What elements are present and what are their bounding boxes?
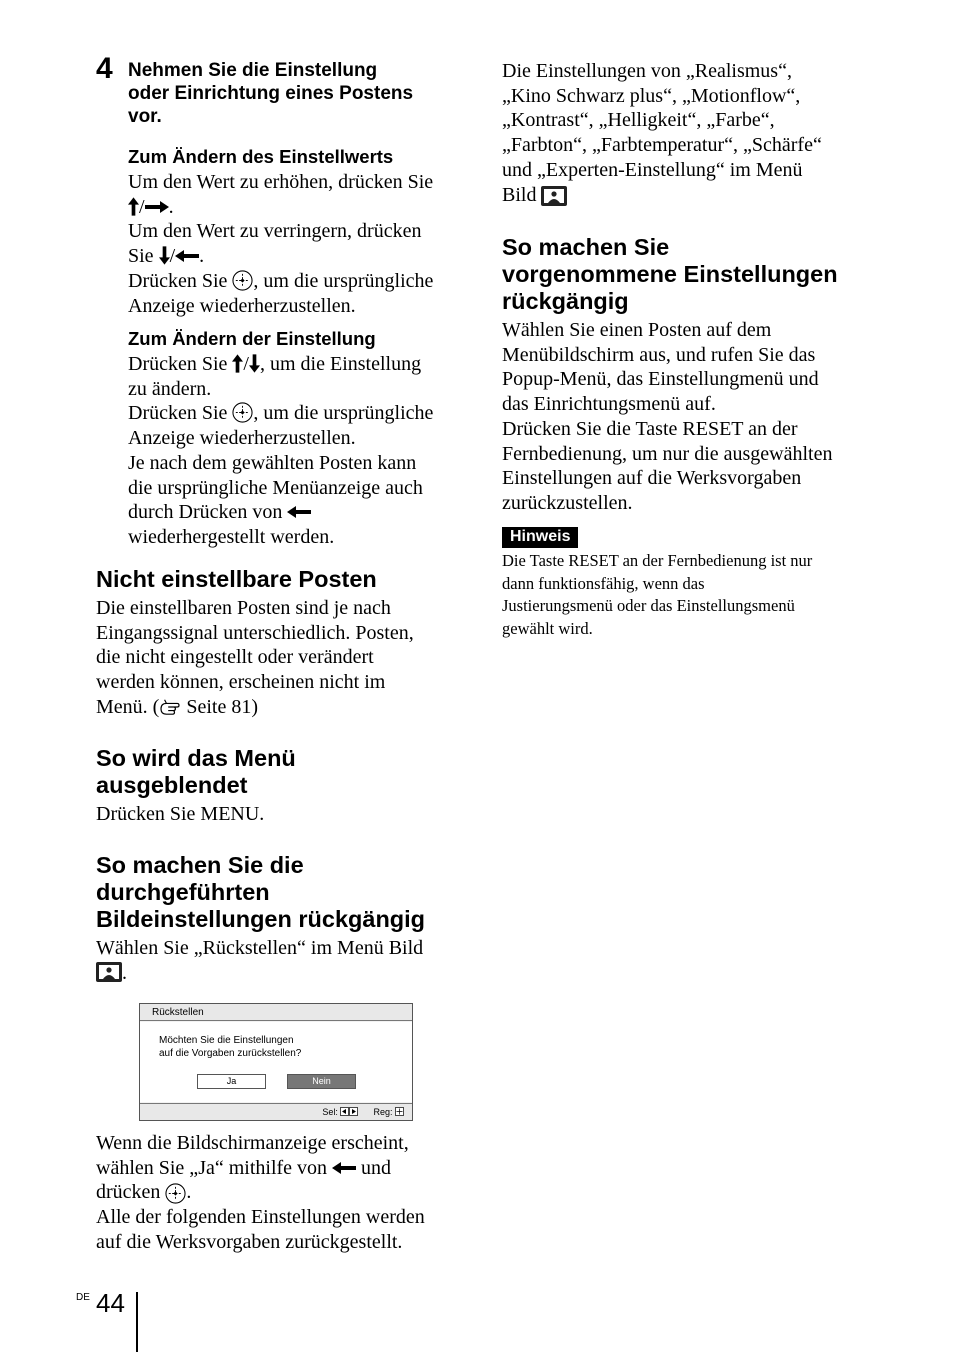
- step-title: [128, 59, 468, 128]
- yes-button[interactable]: Ja: [197, 1074, 266, 1089]
- up-arrow-icon: [128, 197, 139, 216]
- down-arrow-icon: [159, 246, 170, 265]
- text-line: Die Taste RESET an der Fernbedienung ist nur: [502, 551, 813, 570]
- step-title-line: Nehmen Sie die Einstellung: [128, 60, 378, 81]
- up-arrow-icon: [232, 354, 243, 373]
- dialog-body: [140, 1022, 412, 1102]
- text-line: „Kino Schwarz plus“, „Motionflow“,: [502, 84, 801, 107]
- undo-heading: rückgängig: [502, 288, 629, 314]
- change-value-section: [128, 146, 468, 318]
- text-line: die ursprüngliche Menüanzeige auch: [128, 476, 423, 499]
- down-arrow-icon: [249, 354, 260, 373]
- text-line: Menü. ( Seite 81): [96, 695, 258, 718]
- dialog-message-line: auf die Vorgaben zurückstellen?: [159, 1048, 302, 1059]
- text-line: Drücken Sie die Taste RESET an der: [502, 417, 798, 440]
- text-line: drücken .: [96, 1181, 192, 1204]
- text-line: Bild: [502, 183, 872, 208]
- change-value-heading: Zum Ändern des Einstellwerts: [128, 146, 394, 167]
- reset-dialog: [139, 1003, 413, 1121]
- not-adjustable-heading: Nicht einstellbare Posten: [96, 566, 377, 592]
- reset-picture-section: [96, 852, 466, 985]
- text-line: Justierungsmenü oder das Einstellungsmenü: [502, 596, 795, 616]
- text-line: Drücken Sie MENU.: [96, 803, 265, 825]
- hide-menu-section: [96, 745, 466, 827]
- text-line: Die Einstellungen von „Realismus“,: [502, 60, 792, 82]
- text-line: Um den Wert zu erhöhen, drücken Sie: [128, 171, 434, 193]
- text-line: Drücken Sie / , um die Einstellung: [128, 353, 422, 375]
- text-line: Je nach dem gewählten Posten kann: [128, 451, 417, 474]
- change-setting-heading: Zum Ändern der Einstellung: [128, 328, 376, 349]
- left-arrow-icon: [287, 506, 311, 518]
- enter-button-icon: [232, 402, 253, 423]
- reset-picture-heading: Bildeinstellungen rückgängig: [96, 906, 426, 932]
- text-line: Popup-Menü, das Einstellungmenü und: [502, 368, 819, 391]
- page-divider: [136, 1292, 138, 1352]
- undo-section: [502, 234, 872, 516]
- text-line: dann funktionsfähig, wenn das: [502, 573, 705, 593]
- text-line: die nicht eingestellt oder verändert: [96, 646, 374, 669]
- text-line: zurückzustellen.: [502, 491, 633, 514]
- note-text: [502, 550, 872, 641]
- change-setting-section: [128, 328, 468, 550]
- left-arrow-icon: [332, 1162, 356, 1174]
- page-language: DE: [76, 1292, 90, 1303]
- text-line: und „Experten-Einstellung“ im Menü: [502, 158, 803, 181]
- pointing-hand-icon: [159, 698, 181, 716]
- text-line: Drücken Sie , um die ursprüngliche: [128, 269, 434, 292]
- text-line: / .: [128, 195, 468, 220]
- text-line: .: [96, 961, 466, 986]
- text-line: Wählen Sie „Rückstellen“ im Menü Bild: [96, 937, 424, 959]
- text-line: Um den Wert zu verringern, drücken: [128, 220, 422, 243]
- after-dialog-section: [96, 1131, 466, 1255]
- text-line: wiederhergestellt werden.: [128, 525, 335, 548]
- text-line: wählen Sie „Ja“ mithilfe von und: [96, 1156, 392, 1179]
- text-line: werden können, erscheinen nicht im: [96, 671, 386, 694]
- text-line: durch Drücken von: [128, 500, 468, 525]
- note-badge: Hinweis: [502, 527, 578, 548]
- page-number: 44: [96, 1288, 125, 1318]
- undo-heading: vorgenommene Einstellungen: [502, 261, 838, 287]
- text-line: gewählt wird.: [502, 619, 593, 639]
- text-line: „Farbton“, „Farbtemperatur“, „Schärfe“: [502, 134, 822, 157]
- text-line: das Einrichtungsmenü auf.: [502, 393, 716, 416]
- left-arrow-icon: [175, 250, 199, 262]
- not-adjustable-section: [96, 566, 466, 720]
- text-line: Alle der folgenden Einstellungen werden: [96, 1206, 425, 1229]
- text-line: auf die Werksvorgaben zurückgestellt.: [96, 1230, 403, 1253]
- step-number: 4: [96, 52, 113, 85]
- text-line: Menübildschirm aus, und rufen Sie das: [502, 343, 816, 366]
- register-hint: Reg:: [373, 1107, 393, 1117]
- text-line: Anzeige wiederherzustellen.: [128, 294, 356, 317]
- left-right-keys-icon: [340, 1107, 358, 1116]
- text-line: Wählen Sie einen Posten auf dem: [502, 319, 772, 341]
- text-line: Sie / .: [128, 245, 205, 268]
- text-line: Anzeige wiederherzustellen.: [128, 427, 356, 450]
- hide-menu-heading: ausgeblendet: [96, 772, 248, 798]
- text-line: Fernbedienung, um nur die ausgewählten: [502, 442, 833, 465]
- text-line: Die einstellbaren Posten sind je nach: [96, 597, 391, 619]
- hide-menu-heading: So wird das Menü: [96, 745, 296, 771]
- text-line: Einstellungen auf die Werksvorgaben: [502, 467, 802, 490]
- enter-button-icon: [232, 270, 253, 291]
- picture-menu-icon: [541, 186, 567, 206]
- step-title-line: vor.: [128, 106, 162, 127]
- text-line: Wenn die Bildschirmanzeige erscheint,: [96, 1132, 409, 1154]
- no-button[interactable]: Nein: [287, 1074, 356, 1089]
- step-title-line: oder Einrichtung eines Postens: [128, 83, 414, 104]
- picture-menu-icon: [96, 962, 122, 982]
- undo-heading: So machen Sie: [502, 234, 670, 260]
- text-line: zu ändern.: [128, 377, 212, 400]
- text-line: „Kontrast“, „Helligkeit“, „Farbe“,: [502, 109, 775, 132]
- select-hint: Sel:: [322, 1107, 338, 1117]
- right-arrow-icon: [145, 201, 169, 213]
- reset-picture-heading: durchgeführten: [96, 879, 270, 905]
- text-line: Eingangssignal unterschiedlich. Posten,: [96, 621, 414, 644]
- dialog-title: Rückstellen: [140, 1004, 412, 1021]
- enter-button-icon: [165, 1183, 186, 1204]
- affected-settings-paragraph: [502, 59, 872, 207]
- dialog-footer: [140, 1103, 412, 1120]
- dialog-message: [159, 1034, 301, 1060]
- reset-picture-heading: So machen Sie die: [96, 852, 304, 878]
- enter-key-icon: [395, 1107, 404, 1116]
- note-section: [502, 527, 872, 641]
- dialog-message-line: Möchten Sie die Einstellungen: [159, 1035, 294, 1046]
- text-line: Drücken Sie , um die ursprüngliche: [128, 402, 434, 425]
